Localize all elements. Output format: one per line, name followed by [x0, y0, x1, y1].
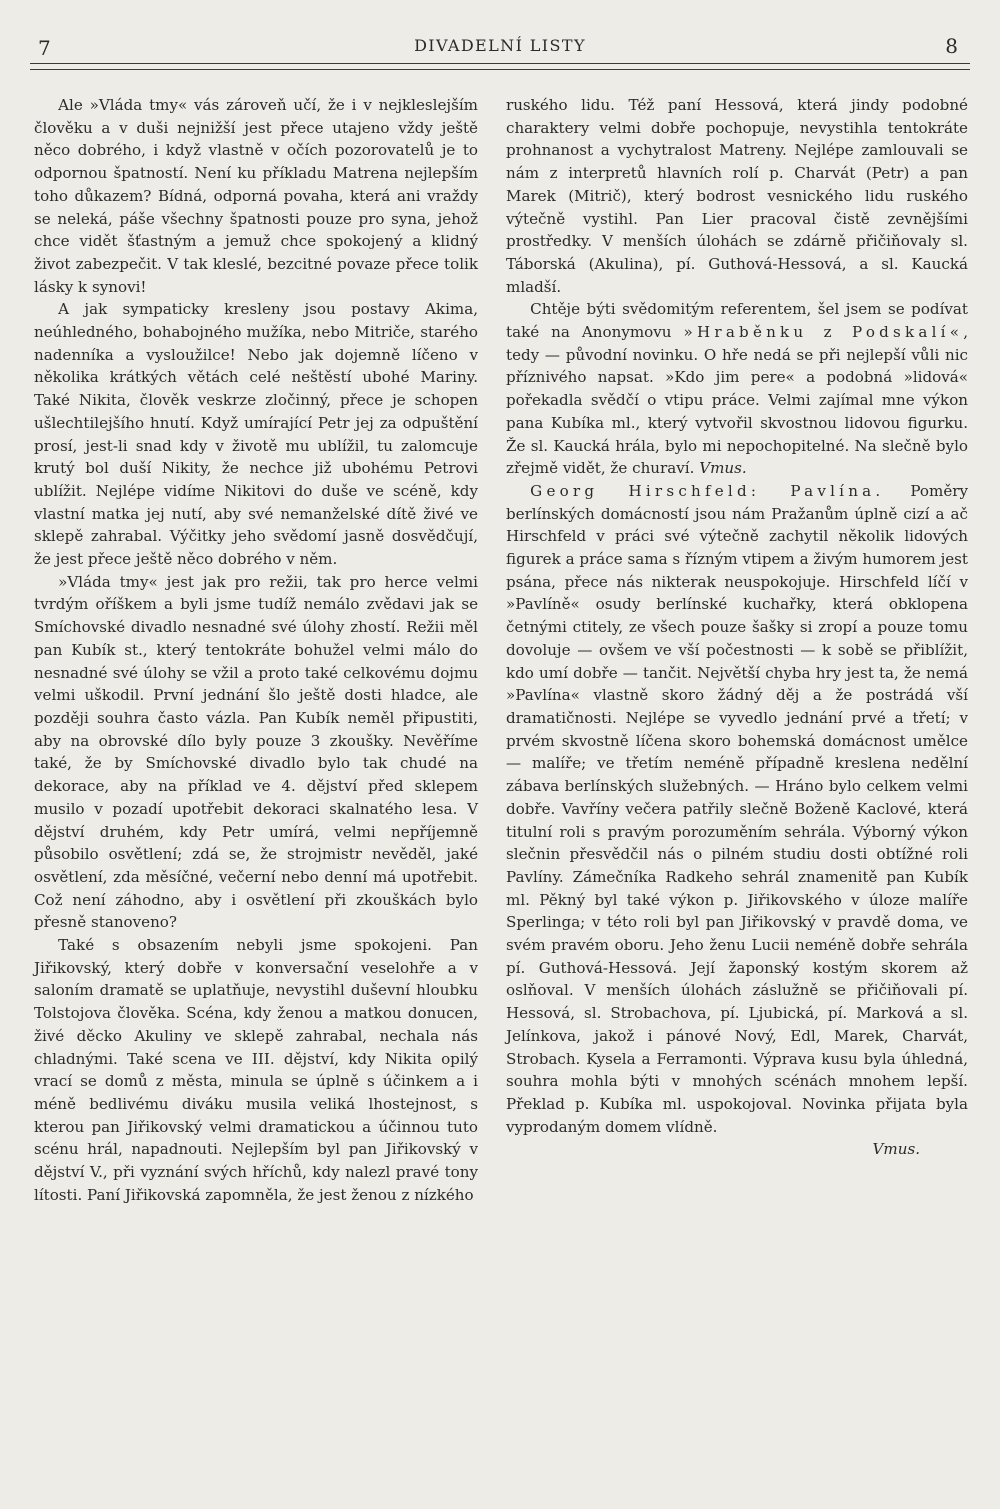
paragraph: Také s obsazením nebyli jsme spokojeni. Pan Jiřikovský, který dobře v konversační veselohře a v saloním dramatě se uplatňuje, nevystihl duševní hloubku Tolstojova člověka. Scéna, kdy ženou a matkou donucen, živé děcko Akuliny ve sklepě zahrabal, nechala nás chladnými. Také scena ve III. dějství, kdy Nikita opilý vrací se domů z města, minula se úplně s účinkem a i méně bedlivému diváku musila veliká lhostejnost, s kterou pan Jiřikovský velmi dramatickou a účinnou tuto scénu hrál, napadnouti. Nejlepším byl pan Jiřikovský v dějství V., při vyznání svých hříchů, kdy nalezl pravé tony lítosti. Paní Jiřikovská zapomněla, že jest ženou z nízkého [34, 936, 478, 1204]
paragraph-text: ruského lidu. Též paní Hessová, která jindy podobné charaktery velmi dobře pochopuje, nevystihla tentokráte prohnanost a vychytralost Matreny. Nejlépe zamlouvali se nám z interpretů hlavních rolí p. Charvát (Petr) a pan Marek (Mitrič), který bodrost vesnického lidu ruského výtečně vystihl. Pan Lier pracoval čistě zevnějšími prostředky. V menších úlohách se zdárně přičiňovaly sl. Táborská (Akulina), pí. Guthová-Hessová, a sl. Kaucká mladší. [506, 96, 968, 296]
left-column [34, 94, 478, 1206]
paragraph-text: Poměry berlínských domácností jsou nám Pražanům úplně cizí a ač Hirschfeld v práci své výtečně zachytil několik lidových figurek a práce sama s řízným vtipem a živým humorem jest psána, přece nás nikterak neuspokojuje. Hirschfeld líčí v »Pavlíně« osudy berlínské kuchařky, která obklopena četnými ctitely, ze všech pouze šašky si zropí a pouze tomu dovoluje — ovšem ve vší počestnosti — k sobě se přiblížit, kdo umí dobře — tančit. Největší chyba hry jest ta, že nemá »Pavlína« vlastně skoro žádný děj a že postrádá vší dramatičnosti. Nejlépe se vyvedlo jednání prvé a třetí; v prvém skvostně líčena skoro bohemská domácnost umělce — malíře; ve třetím neméně případně kreslena nedělní zábava berlínských služebných. — Hráno bylo celkem velmi dobře. Vavříny večera patřily slečně Boženě Kaclové, která titulní roli s pravým porozuměním sehrála. Výborný výkon slečnin přesvědčil nás o pilném studiu dosti obtížné roli Pavlíny. Zámečníka Radkeho sehrál znamenitě pan Kubík ml. Pěkný byl také výkon p. Jiřikovského v úloze malíře Sperlinga; v této roli byl pan Jiřikovský v pravdě doma, ve svém pravém oboru. Jeho ženu Lucii neméně dobře sehrála pí. Guthová-Hessová. Její žaponský kostým skorem až oslňoval. V menších úlohách záslužně se přičiňovali pí. Hessová, sl. Strobachova, pí. Ljubická, pí. Marková a sl. Jelínkova, jakož i pánové Nový, Edl, Marek, Charvát, Strobach. Kysela a Ferramonti. Výprava kusu byla úhledná, souhra mohla býti v mnohých scénách mnohem lepší. Překlad p. Kubíka ml. uspokojoval. Novinka přijata byla vyprodaným domem vlídně. [506, 481, 969, 1136]
header-double-rule [30, 63, 970, 70]
page-number-left: 7 [38, 36, 51, 60]
signature-line [506, 1138, 968, 1161]
paragraph: A jak sympaticky kresleny jsou postavy Akima, neúhledného, bohabojného mužíka, nebo Mitriče, starého nadenníka a vysloužilce! Nebo jak dojemně líčeno v několika krátkých větách celé neštěstí ubohé Mariny. Také Nikita, člověk veskrze zločinný, přece je schopen ušlechtilejšího hnutí. Když umírající Petr jej za odpuštění prosí, jest-li snad kdy v životě mu ublížil, tu zalomcuje krutý bol duší Nikity, že nechce již ubohému Petrovi ublížit. Nejlépe vidíme Nikitovi do duše ve scéně, kdy vlastní matka jej nutí, aby své nemanželské dítě živé ve sklepě zahrabal. Výčitky jeho svědomí jasně dosvědčují, že jest přece ještě něco dobrého v něm. [34, 300, 478, 569]
play-title: »Hraběnku z Podskalí« [683, 323, 964, 342]
running-title: DIVADELNÍ LISTY [414, 36, 586, 55]
paragraph-text: , tedy — původní novinku. O hře nedá se při nejlepší vůli nic příznivého napsat. »Kdo jim pere« a podobná »lidová« pořekadla svědčí o vtipu práce. Velmi zajímal mne výkon pana Kubíka ml., který vytvořil skvostnou lidovou figurku. Že sl. Kaucká hrála, bylo mi nepochopitelné. Na slečně bylo zřejmě vidět, že churaví. [506, 323, 968, 478]
paragraph-text: Chtěje býti svědomitým referentem, šel jsem se podívat také na Anonymovu [506, 300, 968, 342]
paragraph: Ale »Vláda tmy« vás zároveň učí, že i v nejkleslejším člověku a v duši nejnižší jest přece utajeno vždy ještě něco dobrého, i když vlastně v očích pozorovatelů je to odpornou špatností. Není ku příkladu Matrena nejlepším toho důkazem? Bídná, odporná povaha, která ani vraždy se neleká, páše všechny špatnosti pouze pro syna, jehož chce vidět šťastným a jemuž chce spokojený a klidný život zabezpečit. V tak kleslé, bezcitné povaze přece tolik lásky k synovi! [34, 96, 478, 296]
paragraph: »Vláda tmy« jest jak pro režii, tak pro herce velmi tvrdým oříškem a byli jsme tudíž nemálo zvědavi jak se Smíchovské divadlo nesnadné své úlohy zhostí. Režii měl pan Kubík st., který tentokráte bohužel velmi málo do nesnadné své úlohy se vžil a proto také celkovému dojmu velmi uškodil. První jednání šlo ještě dosti hladce, ale později souhra často vázla. Pan Kubík neměl připustiti, aby na obrovské dílo byly pouze 3 zkoušky. Nevěříme také, že by Smíchovské divadlo bylo tak chudé na dekorace, aby na příklad ve 4. dějství před sklepem musilo v pozadí upotřebit dekoraci skalnatého lesa. V dějství druhém, kdy Petr umírá, velmi nepříjemně působilo osvětlení; zdá se, že strojmistr nevěděl, jaké osvětlení, zda měsíčné, večerní nebo denní má upotřebit. Což není záhodno, aby i osvětlení při zkouškách bylo přesně stanoveno? [34, 572, 478, 932]
right-column [506, 94, 968, 1161]
paragraph [506, 480, 968, 1138]
author-signature: Vmus. [699, 459, 747, 478]
paragraph [506, 94, 968, 298]
paragraph [506, 298, 968, 480]
page-number-right: 8 [945, 34, 958, 58]
author-signature: Vmus. [872, 1140, 920, 1159]
play-author-title: Georg Hirschfeld: Pavlína. [530, 481, 885, 500]
